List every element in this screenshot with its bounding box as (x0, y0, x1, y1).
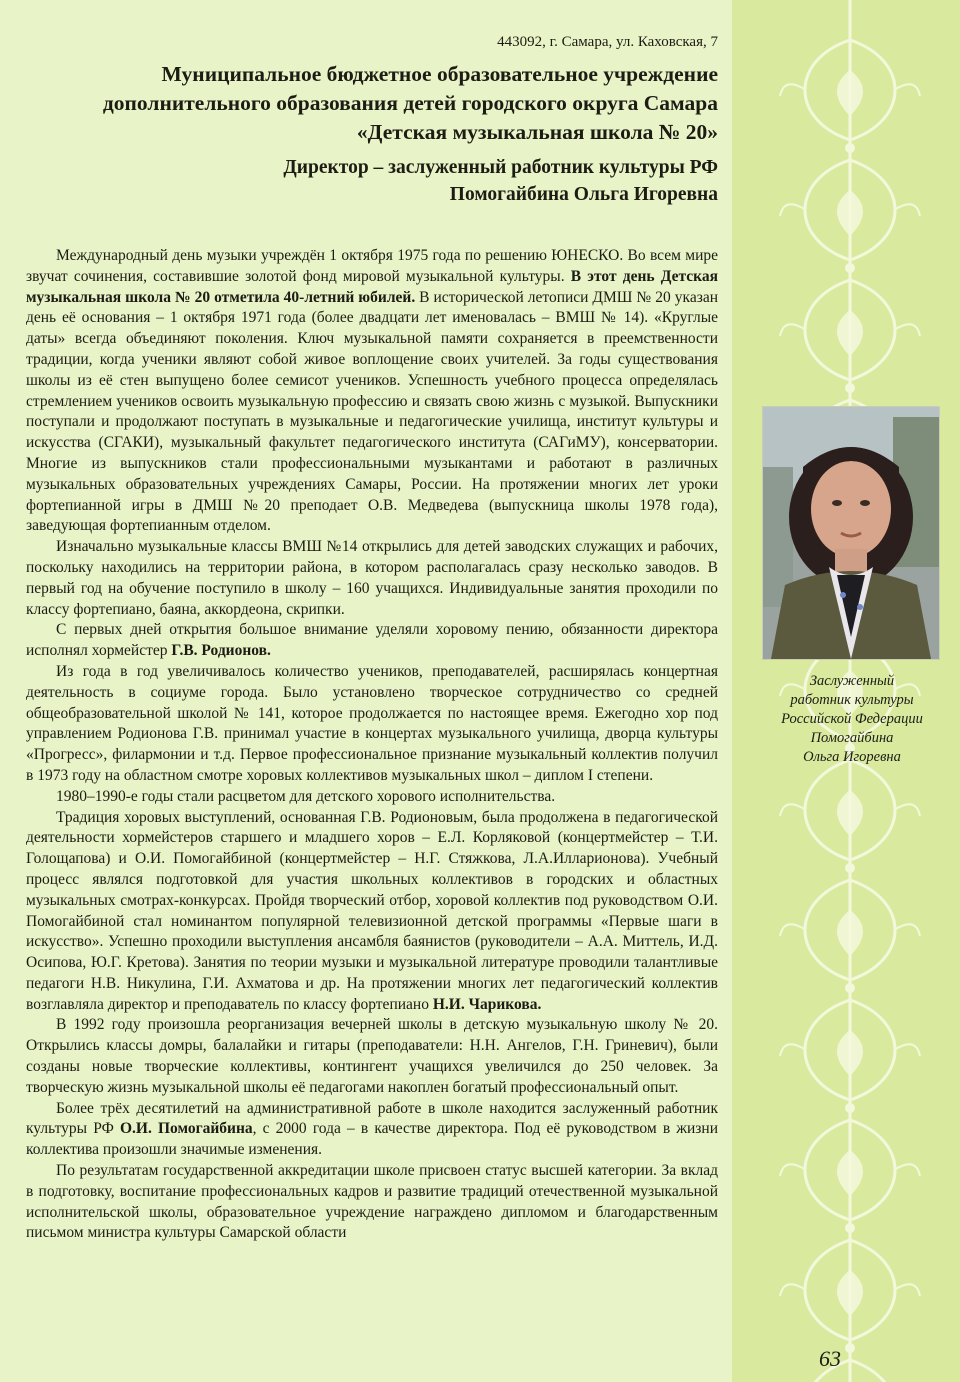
paragraph-8-text-a: Более трёх десятилетий на административной работе в школе находится заслуженный работник культуры РФ (26, 1099, 718, 1138)
institution-title-line-3: «Детская музыкальная школа № 20» (356, 120, 718, 144)
institution-title (28, 60, 718, 147)
portrait-caption (752, 672, 952, 767)
portrait-illustration (763, 407, 939, 659)
director-portrait-photo (762, 406, 940, 660)
paragraph-1-bold: В этот день Детская музыкальная школа № 20 отметила 40-летний юбилей. (26, 267, 719, 306)
paragraph-6-text-a: Традиция хоровых выступлений, основанная Г.В. Родионовым, была продолжена в педагогической деятельности хормейстеров старшего и младшего хоров – Е.Л. Корляковой (концертмейстер – Т.И. Голощапова) и О.И. Помогайбиной (концертмейстер – Н.Г. Стяжкова, Л.А.Илларионова). Учебный процесс являлся подготовкой для участия школьных коллективов в городских и областных музыкальных смотрах-конкурсах. Пройдя творческий отбор, хоровой коллектив под руководством О.И. Помогайбиной стал номинантом популярной телевизионной детской программы «Первые шаги в искусство». Успешно проходили выступления ансамбля баянистов (руководители – А.А. Миттель, И.Д. Осипова, Ю.Г. Кретова). Занятия по теории музыки и музыкальной литературе проводили талантливые педагоги Н.В. Никулина, Г.И. Ахматова и др. На протяжении многих лет педагогический коллектив возглавляла директор и преподаватель по классу фортепиано (26, 808, 718, 1013)
address-line: 443092, г. Самара, ул. Каховская, 7 (497, 34, 718, 50)
caption-line-3: Российской Федерации (781, 711, 923, 727)
paragraph-5: 1980–1990-е годы стали расцветом для детского хорового исполнительства. (56, 787, 556, 805)
paragraph-7: В 1992 году произошла реорганизация вечерней школы в детскую музыкальную школу № 20. Открылись классы домры, балалайки и гитары (преподаватели: Н.Н. Ангелов, Г.Н. Гриневич), были созданы новые творческие коллективы, контингент учащихся увеличился до 250 человек. За творческую жизнь музыкальной школы её педагогами накоплен богатый профессиональный опыт. (26, 1016, 718, 1096)
paragraph-3 (26, 620, 718, 662)
paragraph-8-text-c: , с 2000 года – в качестве директора. Под её руководством в жизни коллектива произошли значимые изменения. (26, 1120, 718, 1159)
article-body (26, 246, 718, 1244)
caption-line-4: Помогайбина (810, 730, 894, 746)
director-heading-line-2: Помогайбина Ольга Игоревна (449, 184, 718, 205)
caption-line-2: работник культуры (790, 692, 914, 708)
caption-line-1: Заслуженный (809, 673, 895, 689)
paragraph-8-bold: О.И. Помогайбина (119, 1120, 253, 1138)
paragraph-3-text-a: С первых дней открытия большое внимание уделяли хоровому пению, обязанности директора исполнял хормейстер (26, 621, 718, 660)
institution-title-line-2: дополнительного образования детей городского округа Самара (102, 91, 718, 115)
paragraph-9: По результатам государственной аккредитации школе присвоен статус высшей категории. За вклад в подготовку, воспитание профессиональных кадров и развитие традиций отечественной музыкальной исполнительской школы, образовательное учреждение награждено дипломом и благодарственным письмом министра культуры Самарской области (26, 1162, 718, 1242)
paragraph-6-bold: Н.И. Чарикова. (432, 995, 542, 1013)
paragraph-6 (26, 808, 718, 1016)
director-heading-line-1: Директор – заслуженный работник культуры РФ (283, 157, 718, 178)
paragraph-8 (26, 1099, 718, 1161)
paragraph-3-bold: Г.В. Родионов. (171, 642, 271, 660)
paragraph-2: Изначально музыкальные классы ВМШ №14 открылись для детей заводских служащих и рабочих, поскольку находились на территории района, в котором располагалась сразу несколько заводов. В первый год на обучение поступило в школу – 160 учащихся. Индивидуальные занятия проходили по классу фортепиано, баяна, аккордеона, скрипки. (26, 538, 718, 618)
paragraph-1-text-c: В исторической летописи ДМШ № 20 указан день её основания – 1 октября 1971 года (более двадцати лет именовалась – ВМШ № 14). «Круглые даты» всегда объединяют поколения. Ключ музыкальной памяти сохраняется в преемственности традиции, когда ученики являют собой живое воплощение своих учителей. За годы существования школы из её стен выпущено более семисот учеников. Успешность учебного процесса определялась стремлением учеников освоить музыкальную профессию и связать свою жизнь с музыкой. Выпускники поступали и продолжают поступать в музыкальные и педагогические училища, институт культуры и искусства (СГАКИ), музыкальный факультет педагогического института (САГиМУ), консерватории. Многие из выпускников стали профессиональными музыкантами и работают в различных музыкальных образовательных учреждениях Самары, России. На протяжении многих лет уроки фортепианной игры в ДМШ №20 преподает О.В. Медведева (выпускница школы 1978 года), заведующая фортепианным отделом. (26, 288, 718, 535)
page-number: 63 (819, 1346, 841, 1371)
paragraph-4: Из года в год увеличивалось количество учеников, преподавателей, расширялась концертная деятельность в социуме города. Было установлено творческое сотрудничество со средней общеобразовательной школой № 141, которое продолжается по настоящее время. Ежегодно хор под управлением Родионова Г.В. принимал участие в концертах музыкального училища, дворца культуры «Прогресс», филармонии и т.д. Первое профессиональное признание музыкальный коллектив получил в 1973 году на областном смотре хоровых коллективов музыкальных школ – диплом I степени. (26, 662, 718, 784)
paragraph-1-text-a: Международный день музыки учреждён 1 октября 1975 года по решению ЮНЕСКО. Во всем мире звучат сочинения, составившие золотой фонд мировой музыкальной культуры. (26, 247, 718, 285)
paragraph-1 (26, 246, 718, 537)
institution-title-line-1: Муниципальное бюджетное образовательное учреждение (161, 62, 718, 86)
caption-line-5: Ольга Игоревна (803, 749, 901, 765)
director-heading (28, 154, 718, 208)
